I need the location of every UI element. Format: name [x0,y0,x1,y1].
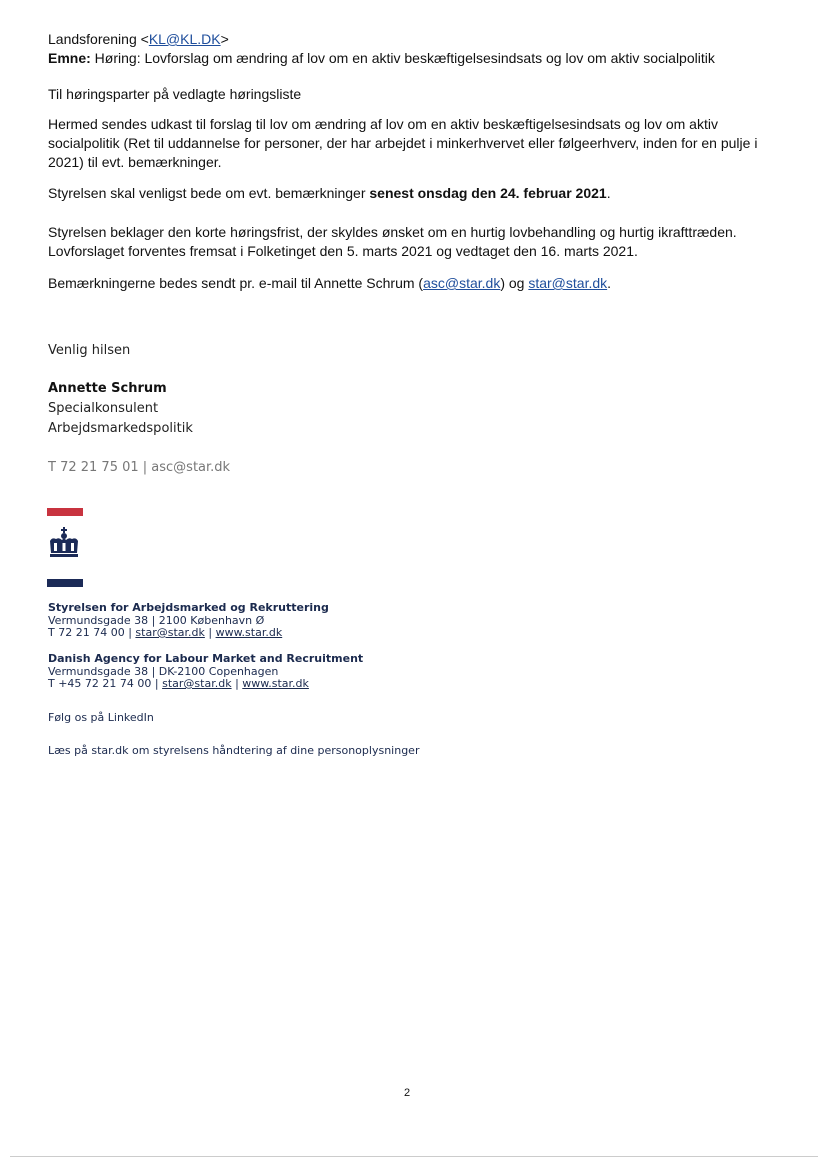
org-danish-contacts: T 72 21 74 00 | star@star.dk | www.star.dk [48,626,283,639]
paragraph-3: Styrelsen beklager den korte høringsfrist, der skyldes ønsket om en hurtig lovbehandling og hurtig ikrafttræden. Lovforslaget forventes fremsat i Folketinget den 5. marts 2021 og vedtaget den 16. marts 2021. [48,224,737,259]
org-english-web-link[interactable]: www.star.dk [242,677,309,690]
deadline: senest onsdag den 24. februar 2021 [369,185,607,201]
org-english-name: Danish Agency for Labour Market and Recruitment [48,652,364,665]
privacy-link[interactable]: Læs på star.dk om styrelsens håndtering af dine personoplysninger [48,744,420,757]
flag-stripe-red [47,508,83,516]
org-english-email-link[interactable]: star@star.dk [162,677,232,690]
star-email-link[interactable]: star@star.dk [528,275,608,291]
page-number: 2 [404,1087,411,1099]
signer-contact: T 72 21 75 01 | asc@star.dk [48,460,231,475]
linkedin-link[interactable]: Følg os på LinkedIn [48,711,154,724]
paragraph-1: Hermed sendes udkast til forslag til lov om ændring af lov om en aktiv beskæftigelsesindsats og lov om aktiv socialpolitik (Ret til uddannelse for personer, der har arbejdet i minkerhvervet eller følgeerhverv, inden for en pulje i 2021) til evt. bemærkninger. [48,116,758,170]
signer-department: Arbejdsmarkedspolitik [48,421,193,436]
salutation: Til høringsparter på vedlagte høringsliste [48,86,302,102]
org-danish-web-link[interactable]: www.star.dk [215,626,283,639]
org-danish [48,602,329,640]
signer-title: Specialkonsulent [48,401,159,416]
signature-block [48,381,193,439]
org-danish-name: Styrelsen for Arbejdsmarked og Rekruttering [48,601,329,614]
org-danish-address: Vermundsgade 38 | 2100 København Ø [48,613,265,627]
org-english-address: Vermundsgade 38 | DK-2100 Copenhagen [48,664,279,678]
org-danish-email-link[interactable]: star@star.dk [135,626,205,639]
signer-name: Annette Schrum [48,381,167,396]
paragraph-2: Styrelsen skal venligst bede om evt. bemærkninger senest onsdag den 24. februar 2021. [48,185,611,201]
subject-label: Emne: [48,50,91,66]
crown-icon [44,527,84,563]
greeting: Venlig hilsen [48,343,131,358]
flag-stripe-blue [47,579,83,587]
org-english [48,653,363,691]
subject-line [48,49,715,68]
to-line: Landsforening <KL@KL.DK> [48,31,229,47]
asc-email-link[interactable]: asc@star.dk [423,275,501,291]
paragraph-4: Bemærkningerne bedes sendt pr. e-mail til Annette Schrum (asc@star.dk) og star@star.dk. [48,275,612,291]
subject-text: Høring: Lovforslag om ændring af lov om en aktiv beskæftigelsesindsats og lov om aktiv socialpolitik [90,50,715,66]
to-email-link[interactable]: KL@KL.DK [148,31,221,47]
org-english-contacts: T +45 72 21 74 00 | star@star.dk | www.star.dk [48,677,309,690]
page-bottom-divider [10,1156,818,1157]
